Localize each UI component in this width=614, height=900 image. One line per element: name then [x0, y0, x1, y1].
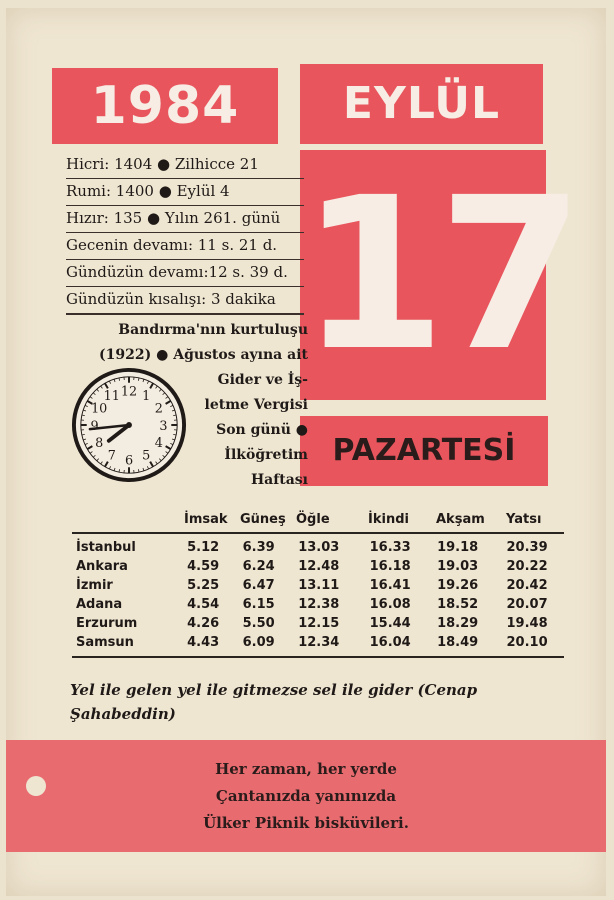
month-box: EYLÜL [300, 64, 543, 144]
ad-line: Her zaman, her yerde [215, 760, 397, 778]
table-body [72, 532, 564, 658]
time-cell: 16.18 [369, 559, 411, 574]
info-hicri: Hicri: 1404 ● Zilhicce 21 [66, 152, 304, 179]
proverb: Yel ile gelen yel ile gitmezse sel ile gider (Cenap Şahabeddin) [70, 681, 478, 723]
weekday-box: PAZARTESİ [300, 416, 548, 486]
clock-number: 7 [107, 448, 116, 464]
table-row [72, 557, 564, 576]
ad-line: Ülker Piknik bisküvileri. [203, 814, 409, 832]
time-cell: 6.39 [242, 540, 275, 555]
time-cell: 12.38 [298, 597, 340, 612]
header-aksam: Akşam [436, 511, 485, 527]
city-name: İzmir [76, 578, 113, 593]
time-cell: 6.24 [242, 559, 275, 574]
time-cell: 5.25 [187, 578, 220, 593]
note-line: letme Vergisi [204, 397, 308, 413]
time-cell: 4.59 [187, 559, 220, 574]
time-cell: 16.33 [369, 540, 411, 555]
clock-icon [70, 366, 188, 484]
time-cell: 6.47 [242, 578, 275, 593]
time-cell: 4.26 [187, 616, 220, 631]
time-cell: 20.42 [506, 578, 548, 593]
city-name: Ankara [76, 559, 128, 574]
city-name: Samsun [76, 635, 134, 650]
time-cell: 20.39 [506, 540, 548, 555]
time-cell: 18.49 [437, 635, 479, 650]
time-cell: 19.26 [437, 578, 479, 593]
info-rumi: Rumi: 1400 ● Eylül 4 [66, 179, 304, 206]
table-row [72, 595, 564, 614]
time-cell: 20.22 [506, 559, 548, 574]
table-row [72, 633, 564, 652]
clock-number: 10 [91, 401, 108, 417]
punch-hole [26, 776, 46, 796]
time-cell: 5.50 [242, 616, 275, 631]
clock-number: 12 [120, 384, 138, 400]
time-cell: 4.43 [187, 635, 220, 650]
day-number: 17 [300, 150, 546, 400]
time-cell: 12.48 [298, 559, 340, 574]
note-line: Bandırma'nın kurtuluşu [118, 322, 308, 338]
header-ikindi: İkindi [368, 511, 409, 527]
time-cell: 5.12 [187, 540, 220, 555]
time-cell: 15.44 [369, 616, 411, 631]
note-line: Gider ve İş- [217, 372, 308, 388]
prayer-times-table [72, 506, 564, 658]
clock-number: 4 [154, 436, 163, 452]
table-row [72, 538, 564, 557]
time-cell: 13.11 [298, 578, 340, 593]
calendar-info [66, 152, 304, 315]
time-cell: 4.54 [187, 597, 220, 612]
header-gunes: Güneş [240, 511, 286, 527]
note-line: Son günü ● [216, 422, 308, 438]
time-cell: 16.41 [369, 578, 411, 593]
clock-number: 5 [142, 448, 151, 464]
clock-number: 6 [124, 453, 134, 469]
info-day-length: Gündüzün devamı:12 s. 39 d. [66, 260, 304, 287]
time-cell: 19.03 [437, 559, 479, 574]
note-line: (1922) ● Ağustos ayına ait [99, 347, 308, 363]
time-cell: 13.03 [298, 540, 340, 555]
clock-number: 8 [95, 436, 104, 452]
time-cell: 19.18 [437, 540, 479, 555]
note-line: Haftası [250, 472, 308, 488]
time-cell: 16.04 [369, 635, 411, 650]
clock-number: 2 [154, 401, 163, 417]
clock-number: 3 [159, 418, 168, 434]
time-cell: 19.48 [506, 616, 548, 631]
year-box: 1984 [52, 68, 278, 144]
info-hizir: Hızır: 135 ● Yılın 261. günü [66, 206, 304, 233]
time-cell: 12.34 [298, 635, 340, 650]
time-cell: 6.09 [242, 635, 275, 650]
ad-line: Çantanızda yanınızda [215, 787, 397, 805]
time-cell: 16.08 [369, 597, 411, 612]
advertisement-band [6, 740, 606, 852]
table-header [72, 506, 564, 532]
table-row [72, 576, 564, 595]
header-yatsi: Yatsı [506, 511, 542, 527]
city-name: Erzurum [76, 616, 138, 631]
city-name: Adana [76, 597, 123, 612]
info-night-length: Gecenin devamı: 11 s. 21 d. [66, 233, 304, 260]
note-line: İlköğretim [224, 447, 308, 463]
time-cell: 18.29 [437, 616, 479, 631]
city-name: İstanbul [76, 540, 136, 555]
info-day-shortening: Gündüzün kısalışı: 3 dakika [66, 287, 304, 315]
clock-number: 11 [103, 389, 120, 405]
header-ogle: Öğle [296, 511, 330, 527]
header-imsak: İmsak [184, 511, 228, 527]
time-cell: 20.10 [506, 635, 548, 650]
table-row [72, 614, 564, 633]
time-cell: 20.07 [506, 597, 548, 612]
time-cell: 6.15 [242, 597, 275, 612]
clock-number: 1 [142, 389, 151, 405]
time-cell: 12.15 [298, 616, 340, 631]
time-cell: 18.52 [437, 597, 479, 612]
clock-number: 9 [90, 418, 99, 434]
